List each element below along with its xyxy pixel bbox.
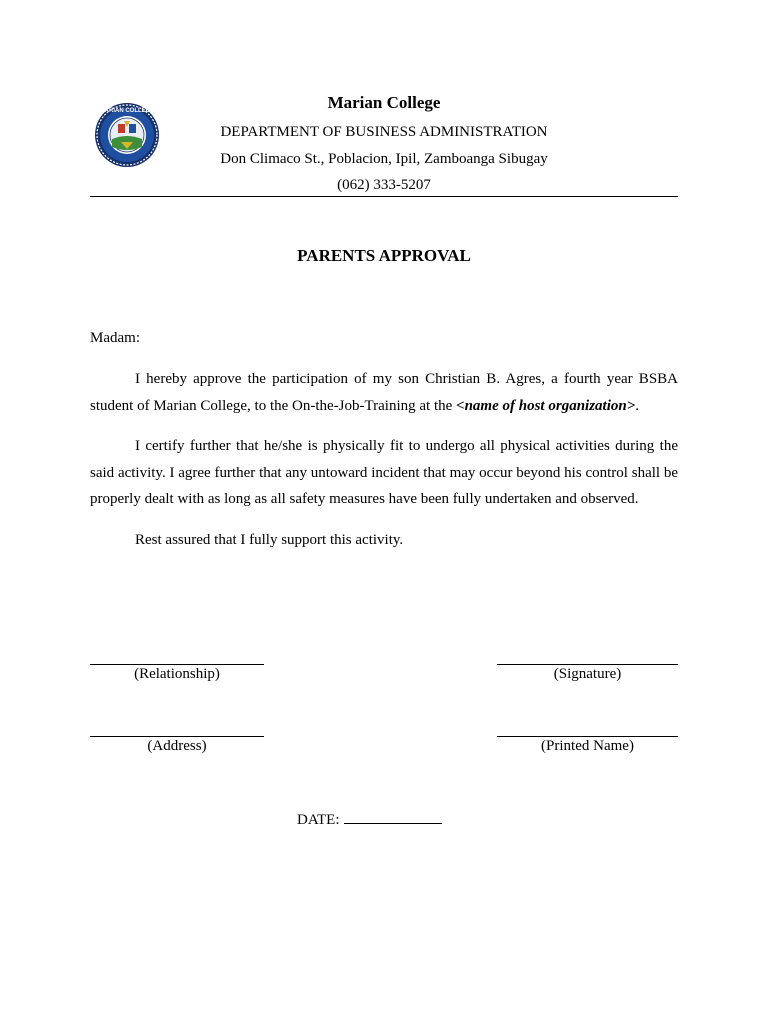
college-name: Marian College (327, 93, 441, 112)
support-text: Rest assured that I fully support this activity. (135, 532, 404, 548)
college-phone: (062) 333-5207 (337, 177, 431, 193)
relationship-label: (Relationship) (134, 666, 220, 682)
approval-paragraph (90, 366, 678, 419)
printed-name-line (497, 736, 678, 737)
address-label: (Address) (147, 738, 207, 754)
certification-paragraph (90, 433, 678, 513)
date-label: DATE: (297, 812, 340, 828)
approval-end: . (635, 397, 640, 414)
date-field (297, 809, 442, 829)
relationship-line (90, 664, 264, 665)
support-paragraph (90, 527, 678, 554)
address-line (90, 736, 264, 737)
signature-label: (Signature) (553, 666, 622, 682)
college-address: Don Climaco St., Poblacion, Ipil, Zamboanga Sibugay (220, 151, 548, 167)
certification-text: I certify further that he/she is physically fit to undergo all physical activities during the said activity. I agree further that any untoward incident that may occur beyond his control shall be properly dealt with as long as all safety measures have been fully undertaken and observed. (90, 438, 678, 507)
seal-text: MARIAN COLLEGE (99, 108, 155, 114)
signature-line (497, 664, 678, 665)
printed-name-label: (Printed Name) (541, 738, 634, 754)
department-name: DEPARTMENT OF BUSINESS ADMINISTRATION (220, 124, 548, 140)
approval-text: I hereby approve the participation of my son Christian B. Agres, a fourth year BSBA student of Marian College, to the On-the-Job-Training at the (90, 371, 678, 414)
header-divider (90, 196, 678, 197)
document-title: PARENTS APPROVAL (297, 246, 471, 265)
date-blank-line (344, 809, 442, 824)
host-organization-placeholder: <name of host organization> (456, 397, 636, 414)
salutation: Madam: (90, 330, 140, 346)
